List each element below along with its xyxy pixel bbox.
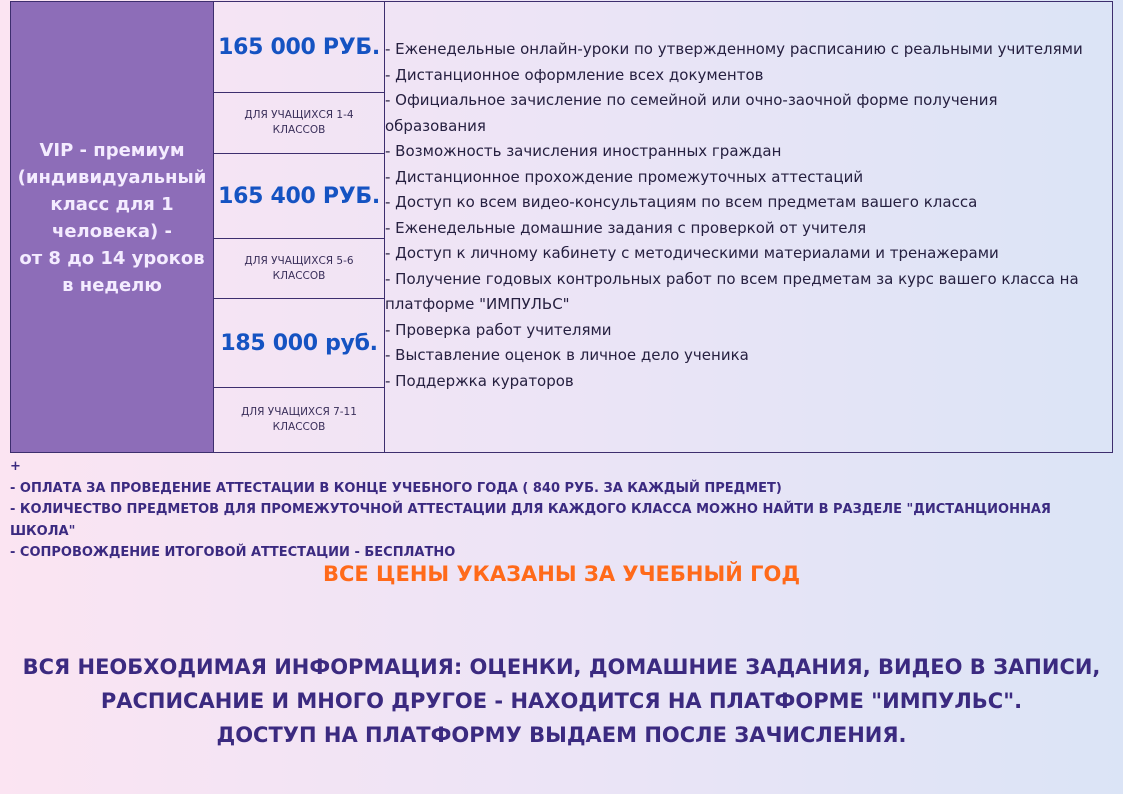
feature-item: - Еженедельные онлайн-уроки по утвержденному расписанию с реальными учителями: [385, 40, 1083, 58]
price-cell: [214, 2, 384, 93]
notes-block: [10, 456, 1110, 564]
grade-range: ДЛЯ УЧАЩИХСЯ 7-11 КЛАССОВ: [241, 406, 357, 433]
plan-title: VIP - премиум (индивидуальный класс для 1 человека) - от 8 до 14 уроков в неделю: [17, 140, 207, 296]
feature-item: - Официальное зачисление по семейной или очно-заочной форме получения образования: [385, 91, 998, 135]
grade-cell: [214, 93, 384, 154]
feature-item: - Выставление оценок в личное дело ученика: [385, 346, 749, 364]
note-item: - ОПЛАТА ЗА ПРОВЕДЕНИЕ АТТЕСТАЦИИ В КОНЦЕ УЧЕБНОГО ГОДА ( 840 РУБ. ЗА КАЖДЫЙ ПРЕДМЕТ): [10, 480, 782, 496]
info-line: ВСЯ НЕОБХОДИМАЯ ИНФОРМАЦИЯ: ОЦЕНКИ, ДОМАШНИЕ ЗАДАНИЯ, ВИДЕО В ЗАПИСИ,: [22, 655, 1101, 679]
pricing-table: [10, 1, 1113, 453]
feature-item: - Дистанционное оформление всех документов: [385, 65, 764, 84]
features-list: [385, 37, 1085, 394]
feature-item: - Доступ ко всем видео-консультациям по всем предметам вашего класса: [385, 193, 978, 211]
feature-item: - Проверка работ учителями: [385, 320, 612, 339]
price-value: 165 000 РУБ.: [218, 34, 380, 60]
plan-cell: [11, 2, 214, 452]
feature-item: - Поддержка кураторов: [385, 371, 574, 390]
feature-item: - Еженедельные домашние задания с проверкой от учителя: [385, 218, 867, 237]
price-column: [214, 2, 385, 452]
price-cell: [214, 299, 384, 388]
feature-item: - Дистанционное прохождение промежуточных аттестаций: [385, 167, 864, 186]
info-line: ДОСТУП НА ПЛАТФОРМУ ВЫДАЕМ ПОСЛЕ ЗАЧИСЛЕНИЯ.: [216, 723, 907, 747]
price-cell: [214, 154, 384, 239]
platform-info: [0, 650, 1123, 752]
grade-range: ДЛЯ УЧАЩИХСЯ 1-4 КЛАССОВ: [244, 109, 354, 136]
notes-plus: +: [10, 459, 21, 474]
grade-range: ДЛЯ УЧАЩИХСЯ 5-6 КЛАССОВ: [244, 254, 354, 282]
note-item: - КОЛИЧЕСТВО ПРЕДМЕТОВ ДЛЯ ПРОМЕЖУТОЧНОЙ АТТЕСТАЦИИ ДЛЯ КАЖДОГО КЛАССА МОЖНО НАЙТИ В РАЗДЕЛЕ "ДИСТАНЦИОННАЯ ШКОЛА": [10, 502, 1051, 539]
price-value: 165 400 РУБ.: [218, 183, 380, 209]
info-line: РАСПИСАНИЕ И МНОГО ДРУГОЕ - НАХОДИТСЯ НА ПЛАТФОРМЕ "ИМПУЛЬС".: [100, 689, 1023, 713]
feature-item: - Получение годовых контрольных работ по всем предметам за курс вашего класса на платформе "ИМПУЛЬС": [385, 269, 1079, 313]
price-value: 185 000 руб.: [220, 330, 378, 356]
grade-cell: [214, 388, 384, 452]
feature-item: - Возможность зачисления иностранных граждан: [385, 142, 782, 160]
prices-note: ВСЕ ЦЕНЫ УКАЗАНЫ ЗА УЧЕБНЫЙ ГОД: [322, 562, 801, 586]
feature-item: - Доступ к личному кабинету с методическими материалами и тренажерами: [385, 244, 999, 262]
note-item: - СОПРОВОЖДЕНИЕ ИТОГОВОЙ АТТЕСТАЦИИ - БЕСПЛАТНО: [10, 545, 456, 560]
grade-cell: [214, 239, 384, 299]
